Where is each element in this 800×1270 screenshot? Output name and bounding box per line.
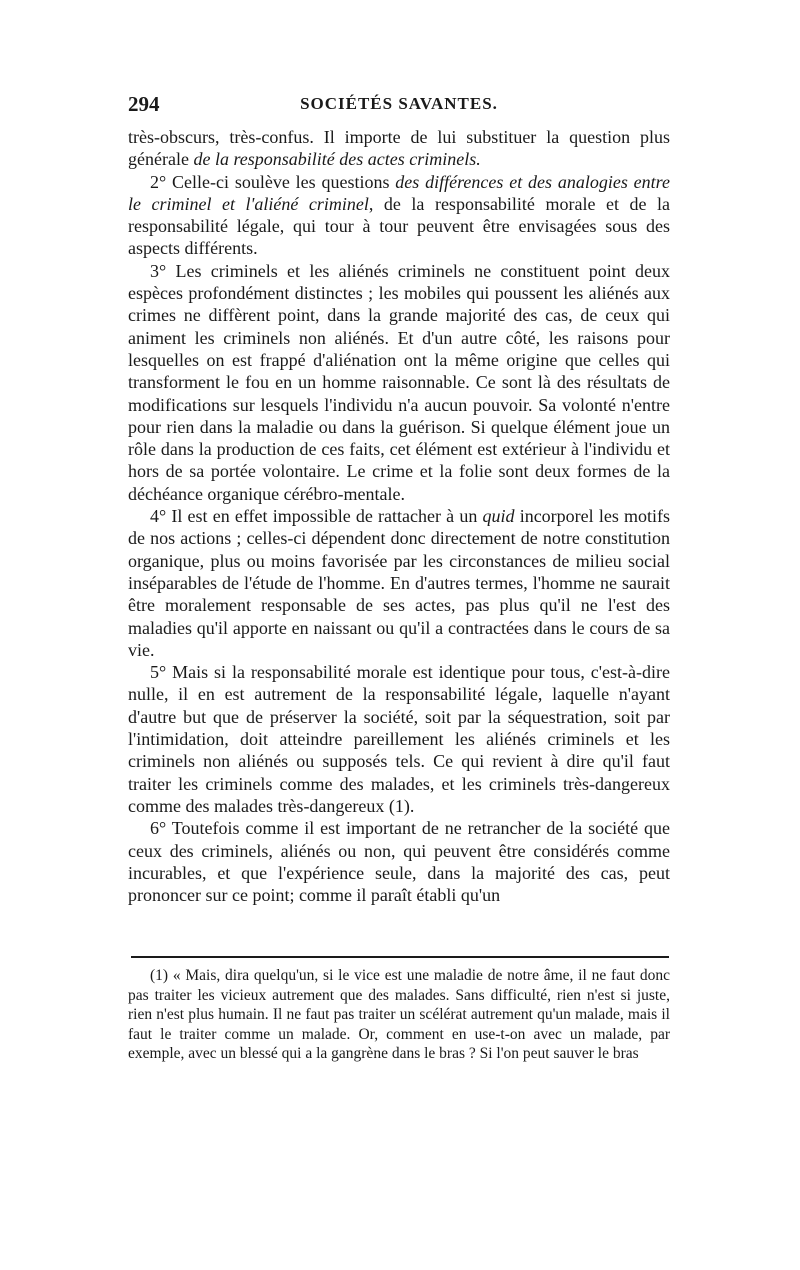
- text-run: 3° Les criminels et les aliénés criminels ne constituent point deux espèces profondément distinctes ; les mobiles qui poussent les aliénés aux crimes ne diffèrent point, dans la grande majorité des cas, de ceux qui animent les criminels non aliénés. Et d'un autre côté, les raisons pour lesquelles on est frappé d'aliénation ont la même origine que celles qui transforment le fou en un homme raisonnable. Ce sont là des résultats de modifications sur lesquels l'individu n'a aucun pouvoir. Sa volonté n'entre pour rien dans la maladie ou dans la guérison. Si quelque élément joue un rôle dans la production de ces faits, cet élément est extérieur à l'individu et hors de sa portée volontaire. Le crime et la folie sont deux formes de la déchéance organique cérébro-mentale.: [128, 260, 670, 504]
- text-run: 6° Toutefois comme il est important de ne retrancher de la société que ceux des criminels, aliénés ou non, qui peuvent être considérés comme incurables, et que l'expérience seule, dans la majorité des cas, peut prononcer sur ce point; comme il paraît établi qu'un: [128, 818, 670, 906]
- text-run: 2° Celle-ci soulève les questions: [150, 171, 396, 192]
- italic-text: de la responsabilité des actes criminels.: [193, 149, 481, 170]
- italic-text: quid: [482, 506, 515, 527]
- footnote-rule: [131, 956, 669, 958]
- paragraph-6: [128, 817, 670, 906]
- text-run: , de la responsabilité morale et de la responsabilité légale, qui tour à tour peuvent être envisagées sous des aspects différents.: [128, 193, 670, 259]
- paragraph-2: [128, 171, 670, 260]
- paragraph-continuation: [128, 126, 670, 171]
- page-number: 294: [128, 92, 160, 116]
- paragraph-4: [128, 505, 670, 661]
- footnote-text: (1) « Mais, dira quelqu'un, si le vice est une maladie de notre âme, il ne faut donc pas traiter les vicieux autrement que des malades. Sans difficulté, rien n'est si juste, rien n'est plus humain. Il ne faut pas traiter un scélérat autrement qu'un malade, mais il faut le traiter comme un malade. Or, comment en use-t-on avec un malade, par exemple, avec un blessé qui a la gangrène dans le bras ? Si l'on peut sauver le bras: [128, 967, 670, 1063]
- running-head: SOCIÉTÉS SAVANTES.: [300, 94, 498, 113]
- text-run: très-obscurs, très-confus. Il importe de lui substituer la question plus générale: [128, 127, 670, 170]
- text-run: incorporel les motifs de nos actions ; celles-ci dépendent donc directement de notre constitution organique, plus ou moins favorisée par les circonstances de milieu social inséparables de l'étude de l'homme. En d'autres termes, l'homme ne saurait être moralement responsable de ses actes, pas plus qu'il ne l'est des maladies qu'il apporte en naissant ou qu'il a contractées dans le cours de sa vie.: [128, 506, 671, 660]
- body-text: [128, 126, 670, 906]
- footnote: [128, 966, 670, 1064]
- italic-text: des différences et des analogies entre le criminel et l'aliéné criminel: [128, 171, 670, 214]
- page-header: [128, 92, 670, 118]
- text-run: 5° Mais si la responsabilité morale est identique pour tous, c'est-à-dire nulle, il en est autrement de la responsabilité légale, laquelle n'ayant d'autre but que de préserver la société, soit par la séquestration, soit par l'intimidation, doit atteindre pareillement les aliénés criminels et les criminels non aliénés ou supposés tels. Ce qui revient à dire qu'il faut traiter les criminels comme des malades, et les criminels très-dangereux comme des malades très-dangereux (1).: [128, 662, 670, 816]
- paragraph-5: [128, 661, 670, 817]
- text-run: 4° Il est en effet impossible de rattacher à un: [150, 506, 483, 527]
- paragraph-3: [128, 260, 670, 505]
